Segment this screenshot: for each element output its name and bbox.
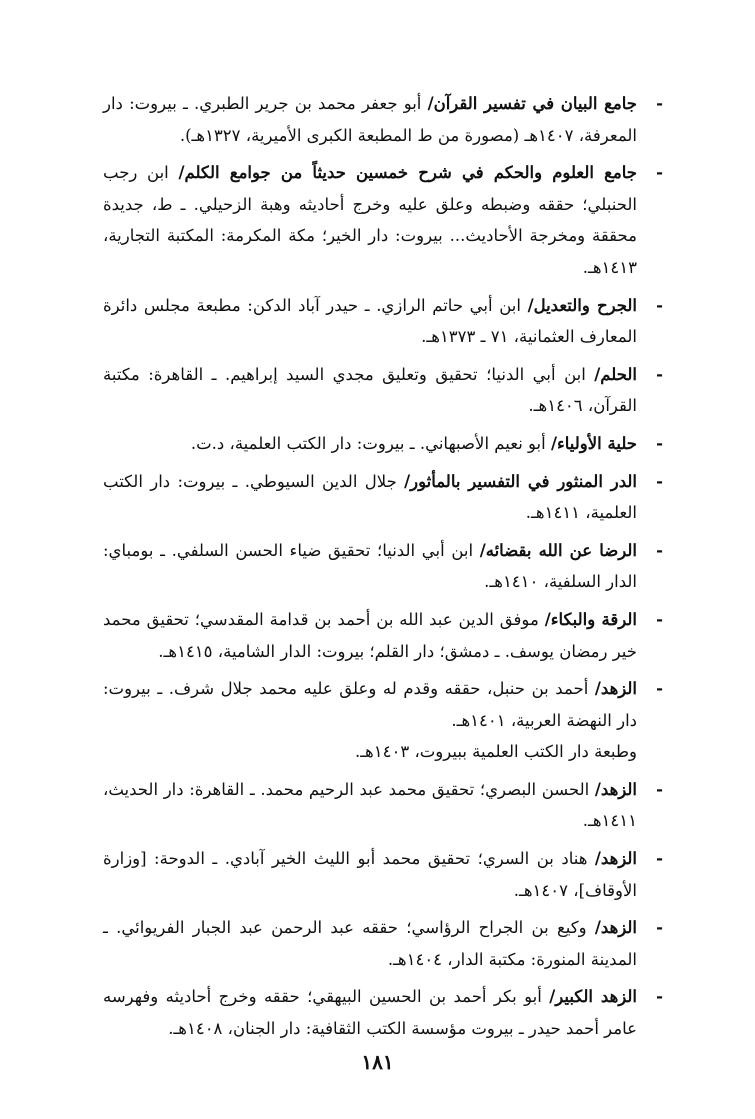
entry-title: الدر المنثور في التفسير بالمأثور/ — [404, 471, 637, 491]
entry-title: الجرح والتعديل/ — [527, 295, 637, 315]
entry-title: الزهد/ — [594, 779, 637, 799]
bibliography-entry — [103, 774, 663, 837]
entry-text: ابن رجب الحنبلي؛ حققه وضبطه وعلق عليه وخرج أحاديثه وهبة الزحيلي. ـ ط، جديدة محققة ومخرجة الأحاديث... بيروت: دار الخير؛ مكة المكرمة: المكتبة التجارية، ١٤١٣هـ. — [103, 163, 637, 277]
entry-text: ابن أبي حاتم الرازي. ـ حيدر آباد الدكن: مطبعة مجلس دائرة المعارف العثمانية، ٧١ ـ ١٣٧٣هـ. — [103, 295, 637, 347]
entry-bullet: - — [656, 779, 663, 799]
entry-title: الزهد/ — [594, 679, 637, 699]
entry-text: هناد بن السري؛ تحقيق محمد أبو الليث الخير آبادي. ـ الدوحة: [وزارة الأوقاف]، ١٤٠٧هـ. — [103, 849, 637, 900]
entry-bullet: - — [656, 433, 663, 453]
bibliography-entry — [103, 359, 663, 422]
entry-bullet: - — [656, 987, 663, 1007]
entry-title: الزهد/ — [594, 849, 637, 869]
entry-title: جامع البيان في تفسير القرآن/ — [427, 94, 637, 113]
entry-bullet: - — [656, 295, 663, 315]
entry-bullet: - — [656, 94, 663, 113]
entry-text: أحمد بن حنبل، حققه وقدم له وعلق عليه محمد جلال شرف. ـ بيروت: دار النهضة العربية، ١٤٠١هـ. — [103, 679, 637, 730]
entry-text: أبو بكر أحمد بن الحسين البيهقي؛ حققه وخرج أحاديثه وفهرسه عامر أحمد حيدر ـ بيروت مؤسسة الكتب الثقافية: دار الجنان، ١٤٠٨هـ. — [103, 987, 637, 1039]
bibliography-entry — [103, 843, 663, 906]
entry-bullet: - — [656, 364, 663, 384]
entry-text: جلال الدين السيوطي. ـ بيروت: دار الكتب العلمية، ١٤١١هـ. — [103, 471, 637, 523]
entry-text: موفق الدين عبد الله بن أحمد بن قدامة المقدسي؛ تحقيق محمد خير رمضان يوسف. ـ دمشق؛ دار القلم؛ بيروت: الدار الشامية، ١٤١٥هـ. — [103, 609, 637, 661]
page-number: ١٨١ — [361, 1050, 394, 1074]
entry-bullet: - — [656, 609, 663, 629]
entry-extra-edition: وطبعة دار الكتب العلمية ببيروت، ١٤٠٣هـ. — [354, 742, 637, 762]
entry-text: الحسن البصري؛ تحقيق محمد عبد الرحيم محمد. ـ القاهرة: دار الحديث، ١٤١١هـ. — [103, 779, 637, 831]
entry-text: وكيع بن الجراح الرؤاسي؛ حققه عبد الرحمن عبد الجبار الفريوائي. ـ المدينة المنورة: مكتبة الدار، ١٤٠٤هـ. — [103, 918, 637, 969]
entry-text: ابن أبي الدنيا؛ تحقيق وتعليق مجدي السيد إبراهيم. ـ القاهرة: مكتبة القرآن، ١٤٠٦هـ. — [103, 364, 637, 416]
bibliography-entry — [103, 604, 663, 667]
bibliography-entry — [103, 428, 663, 460]
bibliography-entry — [103, 88, 663, 151]
entry-text: أبو جعفر محمد بن جرير الطبري. ـ بيروت: دار المعرفة، ١٤٠٧هـ (مصورة من ط المطبعة الكبرى الأميرية، ١٣٢٧هـ). — [103, 94, 637, 145]
entry-title: الزهد الكبير/ — [549, 987, 637, 1007]
entry-title: الحلم/ — [594, 364, 637, 384]
bibliography-entry — [103, 981, 663, 1044]
bibliography-entry — [103, 290, 663, 353]
bibliography-entry — [103, 912, 663, 975]
entry-bullet: - — [656, 849, 663, 869]
entry-title: الزهد/ — [594, 918, 637, 938]
bibliography-entry — [103, 535, 663, 598]
bibliography-entry — [103, 673, 663, 768]
entry-text: أبو نعيم الأصبهاني. ـ بيروت: دار الكتب العلمية، د.ت. — [190, 433, 551, 453]
entry-text: ابن أبي الدنيا؛ تحقيق ضياء الحسن السلفي. ـ بومباي: الدار السلفية، ١٤١٠هـ. — [103, 540, 637, 592]
bibliography-entry — [103, 466, 663, 529]
bibliography-entry — [103, 157, 663, 283]
entry-bullet: - — [656, 918, 663, 938]
entry-bullet: - — [656, 471, 663, 491]
entry-title: حلية الأولياء/ — [550, 433, 637, 453]
bibliography-list — [103, 88, 663, 1051]
entry-title: جامع العلوم والحكم في شرح خمسين حديثاً من جوامع الكلم/ — [178, 163, 637, 183]
entry-bullet: - — [656, 163, 663, 183]
entry-title: الرقة والبكاء/ — [544, 609, 638, 629]
entry-title: الرضا عن الله بقضائه/ — [479, 540, 637, 560]
entry-bullet: - — [656, 540, 663, 560]
entry-bullet: - — [656, 679, 663, 699]
